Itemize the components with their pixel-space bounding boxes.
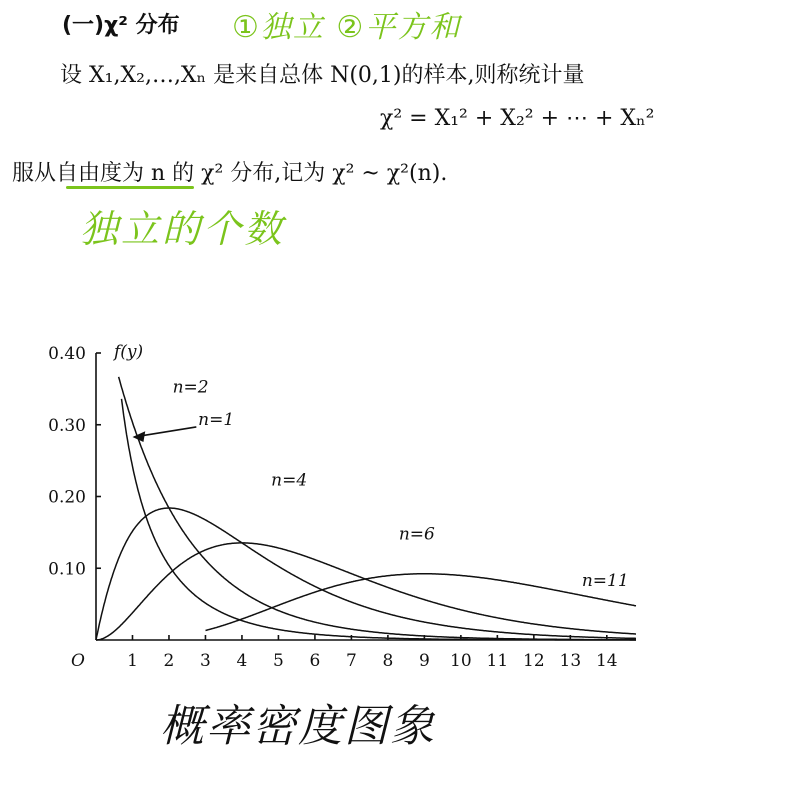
- handwritten-note-bottom: 概率密度图象: [160, 701, 436, 752]
- x-tick-label: 12: [523, 651, 545, 671]
- y-axis-label: f(y): [114, 342, 144, 362]
- density-curve-n=6: [96, 543, 636, 640]
- curve-label-n=1: n=1: [198, 409, 235, 430]
- origin-label: O: [71, 651, 85, 671]
- x-tick-label: 1: [127, 651, 138, 671]
- x-tick-label: 3: [200, 651, 211, 671]
- curve-label-n=2: n=2: [172, 377, 209, 398]
- x-tick-label: 10: [450, 651, 472, 671]
- handwritten-note-middle: 独立的个数: [80, 207, 286, 251]
- x-tick-label: 9: [418, 651, 430, 671]
- curve-label-n=6: n=6: [398, 524, 435, 545]
- section-title: (一)χ² 分布: [62, 13, 180, 38]
- y-tick-label: 0.30: [48, 415, 86, 436]
- curve-label-n=11: n=11: [581, 571, 629, 592]
- chi-square-density-chart: [0, 300, 791, 680]
- highlight-underline: [66, 186, 194, 189]
- density-curve-n=1: [122, 399, 637, 640]
- x-tick-label: 4: [236, 651, 248, 671]
- x-tick-label: 11: [486, 651, 509, 671]
- x-tick-label: 14: [595, 651, 618, 671]
- definition-line: 设 X₁,X₂,…,Xₙ 是来自总体 N(0,1)的样本,则称统计量: [60, 63, 585, 88]
- y-tick-label: 0.40: [48, 344, 86, 364]
- x-tick-label: 6: [309, 651, 321, 671]
- conclusion-line: 服从自由度为 n 的 χ² 分布,记为 χ² ~ χ²(n).: [12, 161, 448, 186]
- chi-square-formula: χ² = X₁² + X₂² + ⋯ + Xₙ²: [380, 106, 655, 131]
- x-tick-label: 8: [382, 651, 394, 671]
- x-tick-label: 7: [345, 651, 357, 671]
- density-curve-n=2: [119, 377, 636, 640]
- handwritten-note-top: ①独立 ②平方和: [232, 10, 462, 45]
- curve-label-n=4: n=4: [271, 470, 308, 491]
- x-tick-label: 2: [163, 651, 175, 671]
- y-tick-label: 0.20: [48, 487, 86, 508]
- density-curve-n=4: [96, 508, 636, 640]
- x-tick-label: 13: [559, 651, 582, 671]
- x-tick-label: 5: [273, 651, 284, 671]
- y-tick-label: 0.10: [48, 559, 86, 580]
